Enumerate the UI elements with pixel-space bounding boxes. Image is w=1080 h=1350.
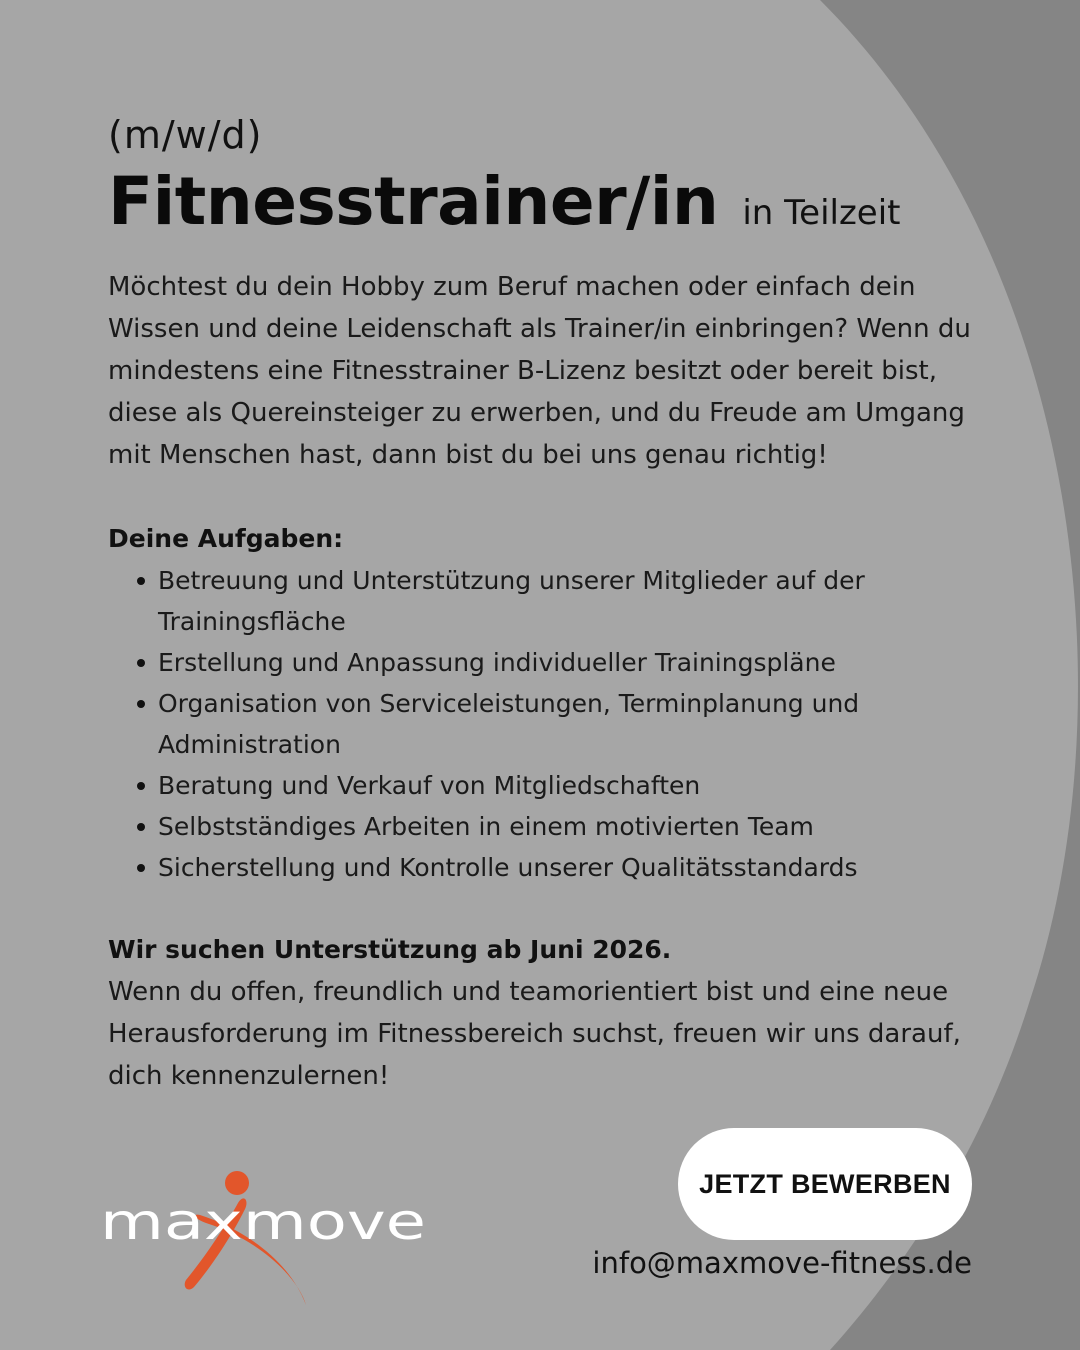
job-subtitle: in Teilzeit [742,193,901,233]
job-posting [108,110,978,1097]
logo-wordmark: maxmove [100,1193,426,1251]
task-item: Betreuung und Unterstützung unserer Mitglieder auf der Trainingsfläche [133,560,978,642]
task-item: Selbstständiges Arbeiten in einem motivierten Team [133,806,978,847]
title-row [108,162,978,242]
tasks-list [108,560,978,888]
logo-figure-head [225,1171,249,1195]
task-item: Beratung und Verkauf von Mitgliedschaften [133,765,978,806]
closing-heading: Wir suchen Unterstützung ab Juni 2026. [108,935,672,964]
intro-text: Möchtest du dein Hobby zum Beruf machen oder einfach dein Wissen und deine Leidenschaft als Trainer/in einbringen? Wenn du mindestens eine Fitnesstrainer B-Lizenz besitzt oder bereit bist, diese als Quereinsteiger zu erwerben, und du Freude am Umgang mit Menschen hast, dann bist du bei uns genau richtig! [108,272,971,470]
task-item: Erstellung und Anpassung individueller Trainingspläne [133,642,978,683]
task-item: Sicherstellung und Kontrolle unserer Qualitätsstandards [133,847,978,888]
apply-now-button[interactable]: JETZT BEWERBEN [678,1128,972,1240]
gender-tag: (m/w/d) [108,113,263,157]
job-title: Fitnesstrainer/in [108,163,719,240]
task-item: Organisation von Serviceleistungen, Terminplanung und Administration [133,683,978,765]
maxmove-logo [98,1165,438,1315]
contact-email[interactable]: info@maxmove-fitness.de [592,1246,972,1280]
tasks-heading: Deine Aufgaben: [108,524,344,553]
closing-text: Wenn du offen, freundlich und teamorientiert bist und eine neue Herausforderung im Fitnessbereich suchst, freuen wir uns darauf, dich kennenzulernen! [108,977,961,1091]
